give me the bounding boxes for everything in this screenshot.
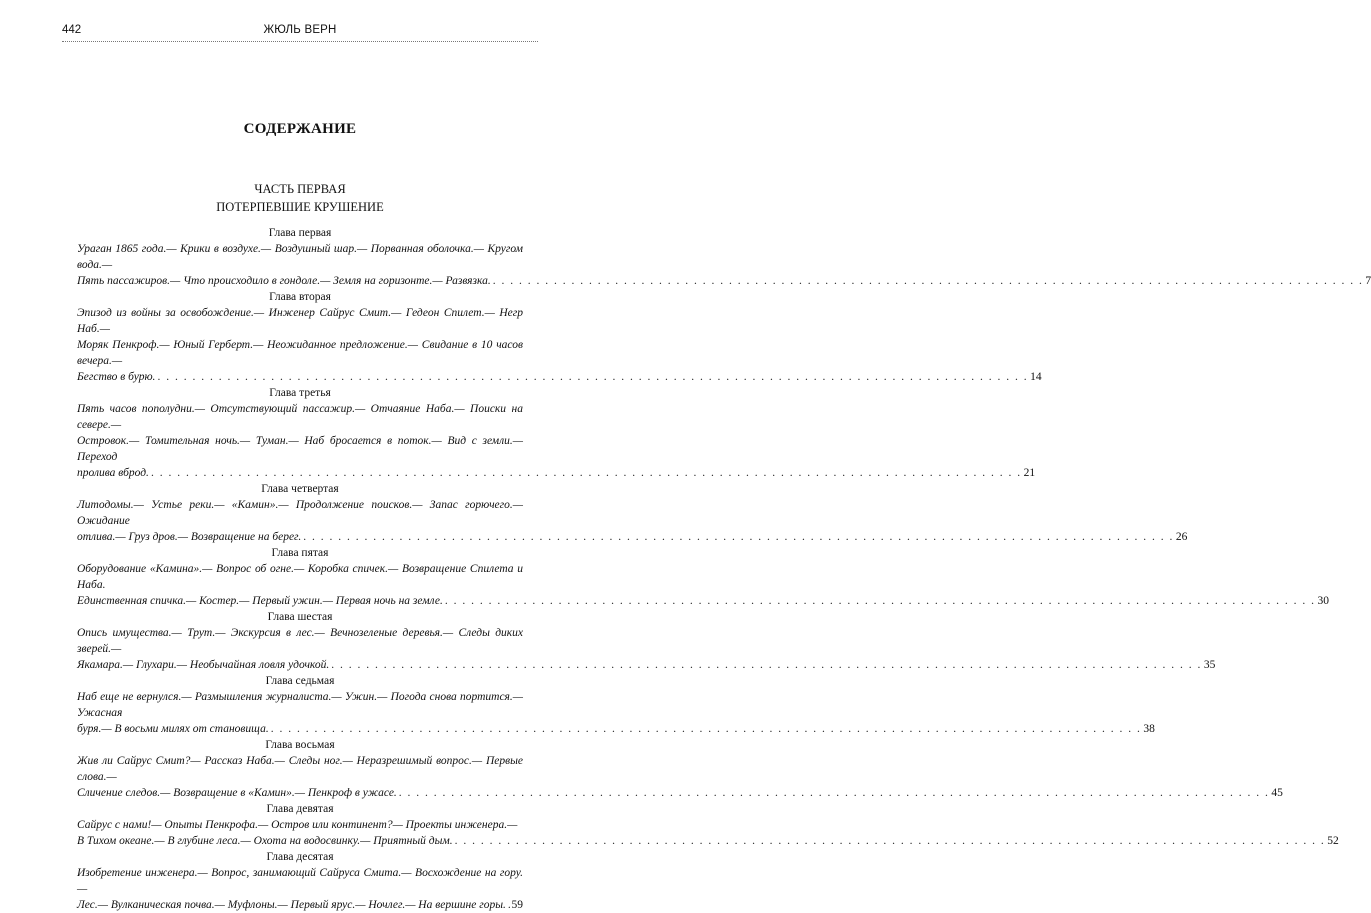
chapter-heading: Глава четвертая [261,483,339,495]
dot-leader: . . . . . . . . . . . . . . . . . . . . . . . . . . . . . . . . . . . . . . . . . . . . . . . . . . . . . . . . . . . . . . . . . . . . . . . . . . . . . . . . . . . . . . . . . . . . . . . . . . . . [444,595,1316,607]
chapter-heading: Глава седьмая [265,675,335,687]
summary-last-line [77,593,1329,609]
toc-entry [77,737,1283,801]
chapter-heading: Глава девятая [266,803,334,815]
chapter-heading: Глава пятая [271,547,329,559]
running-title: ЖЮЛЬ ВЕРН [263,24,337,36]
chapter-summary [77,625,1216,673]
summary-last-line [77,721,1155,737]
table-of-contents [77,225,1371,913]
summary-last-line [77,369,1042,385]
toc-entry [77,385,1036,481]
chapter-summary [77,401,1036,481]
summary-line: Эпизод из войны за освобождение.— Инженер Сайрус Смит.— Гедеон Спилет.— Негр Наб.— [77,307,523,335]
chapter-summary [77,241,1371,289]
toc-entry [77,225,1371,289]
summary-line: Литодомы.— Устье реки.— «Камин».— Продолжение поисков.— Запас горючего.— Ожидание [77,499,523,527]
summary-line-text: Сличение следов.— Возвращение в «Камин».— Пенкроф в ужасе. [77,787,397,799]
chapter-heading: Глава шестая [267,611,333,623]
chapter-summary [77,689,1155,737]
dot-leader: . . . . . . . . . . . . . . . . . . . . . . . . . . . . . . . . . . . . . . . . . . . . . . . . . . . . . . . . . . . . . . . . . . . . . . . . . . . . . . . . . . . . . . . . . . . . . . . . . . . . [398,787,1270,799]
summary-last-line [77,529,1188,545]
summary-line: Оборудование «Камина».— Вопрос об огне.— Коробка спичек.— Возвращение Спилета и Наба. [77,563,523,591]
summary-line: Островок.— Томительная ночь.— Туман.— Наб бросается в поток.— Вид с земли.— Переход [77,435,523,463]
summary-line: Опись имущества.— Трут.— Экскурсия в лес.— Вечнозеленые деревья.— Следы диких зверей.— [77,627,523,655]
dot-leader: . . . . . . . . . . . . . . . . . . . . . . . . . . . . . . . . . . . . . . . . . . . . . . . . . . . . . . . . . . . . . . . . . . . . . . . . . . . . . . . . . . . . . . . . . . . . . . . . . . . . [150,467,1022,479]
chapter-summary [77,753,1283,801]
page-title: СОДЕРЖАНИЕ [243,121,357,137]
page-reference: 21 [1023,467,1036,479]
part-name: ПОТЕРПЕВШИЕ КРУШЕНИЕ [216,200,384,214]
summary-last-line [77,657,1216,673]
summary-line-text: Пять пассажиров.— Что происходило в гондоле.— Земля на горизонте.— Развязка. [77,275,491,287]
chapter-summary [77,561,1329,609]
part-label: ЧАСТЬ ПЕРВАЯ [254,182,346,196]
page-reference: 35 [1203,659,1216,671]
part-heading [0,180,600,216]
summary-last-line [77,833,1339,849]
summary-last-line [77,273,1371,289]
summary-line: Сайрус с нами!— Опыты Пенкрофа.— Остров или континент?— Проекты инженера.— [77,819,518,831]
chapter-heading: Глава десятая [266,851,334,863]
summary-last-line [77,897,523,913]
chapter-summary [77,305,1042,385]
page-reference: 14 [1030,371,1042,383]
chapter-summary [77,865,523,913]
page-number: 442 [62,24,82,36]
running-header [62,21,538,42]
chapter-heading: Глава вторая [269,291,331,303]
page-reference: 30 [1317,595,1329,607]
summary-last-line [77,465,1036,481]
dot-leader: . . . . . . . . . . . . . . . . . . . . . . . . . . . . . . . . . . . . . . . . . . . . . . . . . . . . . . . . . . . . . . . . . . . . . . . . . . . . . . . . . . . . . . . . . . . . . . . . . . . . [270,723,1142,735]
summary-line-text: пролива вброд. [77,467,149,479]
dot-leader: . . . . . . . . . . . . . . . . . . . . . . . . . . . . . . . . . . . . . . . . . . . . . . . . . . . . . . . . . . . . . . . . . . . . . . . . . . . . . . . . . . . . . . . . . . . . . . . . . . . . [303,531,1174,543]
dot-leader: . . . . . . . . . . . . . . . . . . . . . . . . . . . . . . . . . . . . . . . . . . . . . . . . . . . . . . . . . . . . . . . . . . . . . . . . . . . . . . . . . . . . . . . . . . . . . . . . . . . . [157,371,1029,383]
dot-leader: . . . . . . . . . . . . . . . . . . . . . . . . . . . . . . . . . . . . . . . . . . . . . . . . . . . . . . . . . . . . . . . . . . . . . . . . . . . . . . . . . . . . . . . . . . . . . . . . . . . . [454,835,1326,847]
toc-entry [77,545,1329,609]
dot-leader: . . . . . . . . . . . . . . . . . . . . . . . . . . . . . . . . . . . . . . . . . . . . . . . . . . . . . . . . . . . . . . . . . . . . . . . . . . . . . . . . . . . . . . . . . . . . . . . . . . . . [492,275,1364,287]
page-reference: 26 [1175,531,1188,543]
toc-entry [77,801,1339,849]
toc-entry [77,481,1188,545]
chapter-heading: Глава третья [269,387,331,399]
chapter-heading: Глава первая [268,227,332,239]
toc-entry [77,609,1216,673]
chapter-summary [77,497,1188,545]
toc-entry [77,673,1155,737]
chapter-heading: Глава восьмая [265,739,335,751]
dot-leader: . . . . . . . . . . . . . . . . . . . . . . . . . . . . . . . . . . . . . . . . . . . . . . . . . . . . . . . . . . . . . . . . . . . . . . . . . . . . . . . . . . . . . . . . . . . . . . . . . . . . [331,659,1202,671]
summary-line-text: Единственная спичка.— Костер.— Первый ужин.— Первая ночь на земле. [77,595,443,607]
summary-line: Ураган 1865 года.— Крики в воздухе.— Воздушный шар.— Порванная оболочка.— Кругом вода.— [77,243,523,271]
page-reference: 59 [511,899,523,911]
summary-line-text: Якамара.— Глухари.— Необычайная ловля удочкой. [77,659,330,671]
summary-line: Наб еще не вернулся.— Размышления журналиста.— Ужин.— Погода снова портится.— Ужасная [77,691,523,719]
summary-last-line [77,785,1283,801]
summary-line-text: буря.— В восьми милях от становища. [77,723,269,735]
summary-line: Жив ли Сайрус Смит?— Рассказ Наба.— Следы ног.— Неразрешимый вопрос.— Первые слова.— [77,755,523,783]
summary-line-text: Лес.— Вулканическая почва.— Муфлоны.— Первый ярус.— Ночлег.— На вершине горы. [77,899,506,911]
summary-line-text: отлива.— Груз дров.— Возвращение на берег. [77,531,302,543]
summary-line: Пять часов пополудни.— Отсутствующий пассажир.— Отчаяние Наба.— Поиски на севере.— [77,403,523,431]
page-reference: 52 [1327,835,1339,847]
dot-leader [508,897,510,913]
page-reference: 45 [1271,787,1283,799]
summary-line-text: В Тихом океане.— В глубине леса.— Охота на водосвинку.— Приятный дым. [77,835,453,847]
page-reference: 38 [1143,723,1155,735]
summary-line: Моряк Пенкроф.— Юный Герберт.— Неожиданное предложение.— Свидание в 10 часов вечера.— [77,339,523,367]
chapter-summary [77,817,1339,849]
toc-entry [77,849,523,913]
page-reference: 7 [1365,275,1371,287]
summary-line: Изобретение инженера.— Вопрос, занимающий Сайруса Смита.— Восхождение на гору.— [77,867,523,895]
summary-line-text: Бегство в бурю. [77,371,156,383]
toc-entry [77,289,1042,385]
